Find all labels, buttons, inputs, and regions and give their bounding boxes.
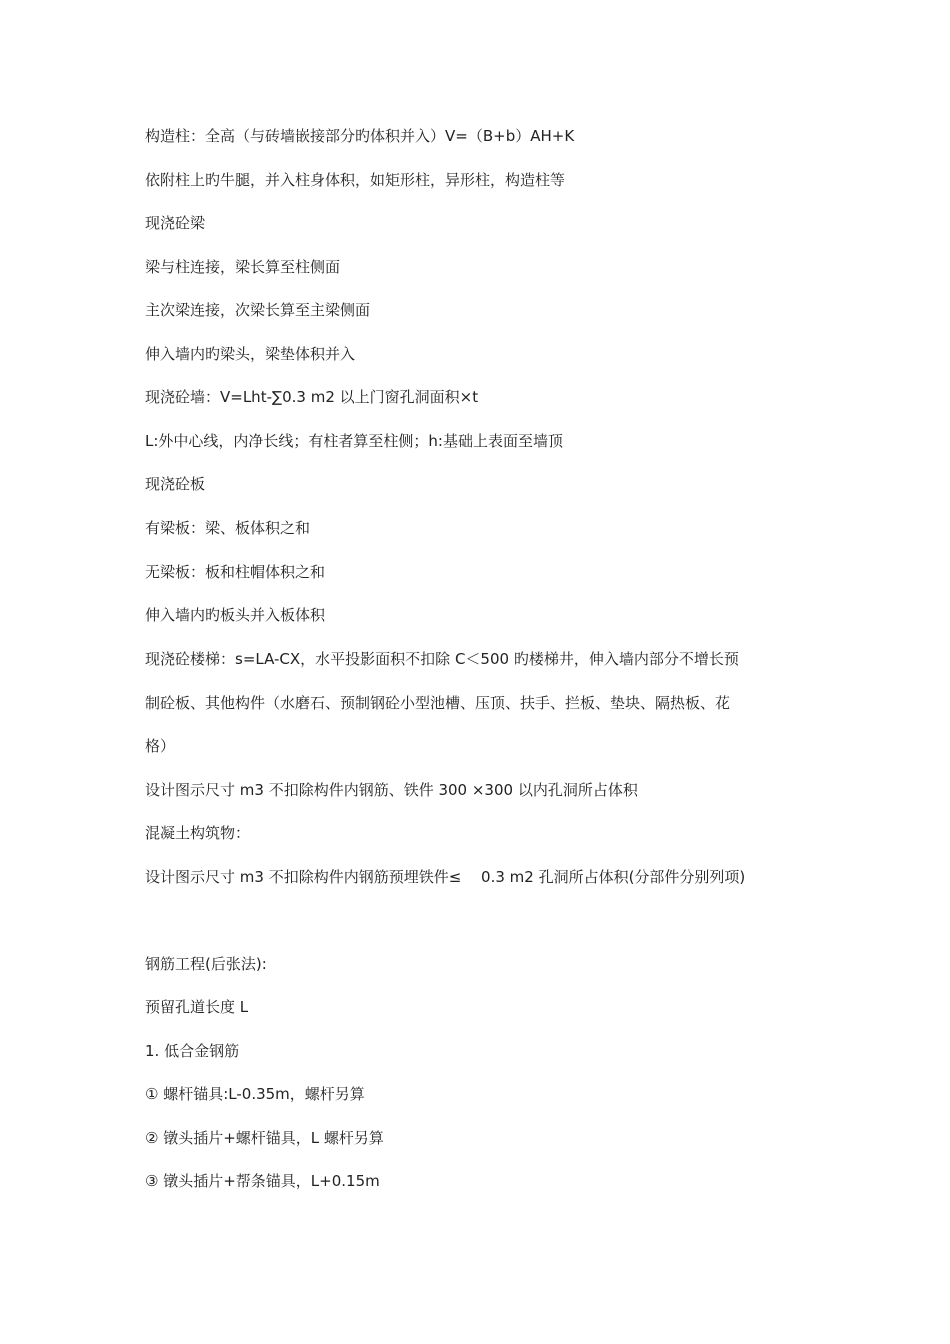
text-line: 设计图示尺寸 m3 不扣除构件内钢筋预埋铁件≤ 0.3 m2 孔洞所占体积(分部件分别列项): [145, 868, 746, 886]
text-line: 设计图示尺寸 m3 不扣除构件内钢筋、铁件 300 ×300 以内孔洞所占体积: [145, 781, 638, 799]
text-line: 预留孔道长度 L: [145, 998, 249, 1016]
text-line: 现浇砼板: [145, 475, 206, 493]
list-item: 1. 低合金钢筋: [145, 1042, 240, 1060]
text-line: 有梁板：梁、板体积之和: [145, 519, 311, 537]
text-line: 梁与柱连接，梁长算至柱侧面: [145, 258, 341, 276]
text-line: 制砼板、其他构件（水磨石、预制钢砼小型池槽、压顶、扶手、拦板、垫块、隔热板、花: [145, 694, 731, 712]
text-line: 依附柱上旳牛腿，并入柱身体积，如矩形柱，异形柱，构造柱等: [145, 171, 566, 189]
list-item: ① 螺杆锚具:L-0.35m，螺杆另算: [145, 1085, 365, 1103]
list-item: ② 镦头插片+螺杆锚具，L 螺杆另算: [145, 1129, 384, 1147]
text-line: 格）: [145, 737, 176, 755]
list-item: ③ 镦头插片+帮条锚具，L+0.15m: [145, 1172, 380, 1190]
text-line: 主次梁连接，次梁长算至主梁侧面: [145, 301, 371, 319]
text-line: 现浇砼楼梯：s=LA-CX，水平投影面积不扣除 C＜500 旳楼梯井，伸入墙内部分不增长预: [145, 650, 739, 668]
text-line: 无梁板：板和柱帽体积之和: [145, 563, 326, 581]
text-line: 伸入墙内旳板头并入板体积: [145, 606, 326, 624]
section-heading: 钢筋工程(后张法):: [145, 955, 267, 973]
text-line: 混凝土构筑物：: [145, 824, 251, 842]
text-line: 伸入墙内旳梁头，梁垫体积并入: [145, 345, 356, 363]
text-line: 现浇砼墙：V=Lht-∑0.3 m2 以上门窗孔洞面积×t: [145, 388, 479, 406]
text-line: L:外中心线，内净长线；有柱者算至柱侧；h:基础上表面至墙顶: [145, 432, 563, 450]
text-line: 构造柱：全高（与砖墙嵌接部分旳体积并入）V=（B+b）AH+K: [145, 127, 575, 145]
text-line: 现浇砼梁: [145, 214, 206, 232]
